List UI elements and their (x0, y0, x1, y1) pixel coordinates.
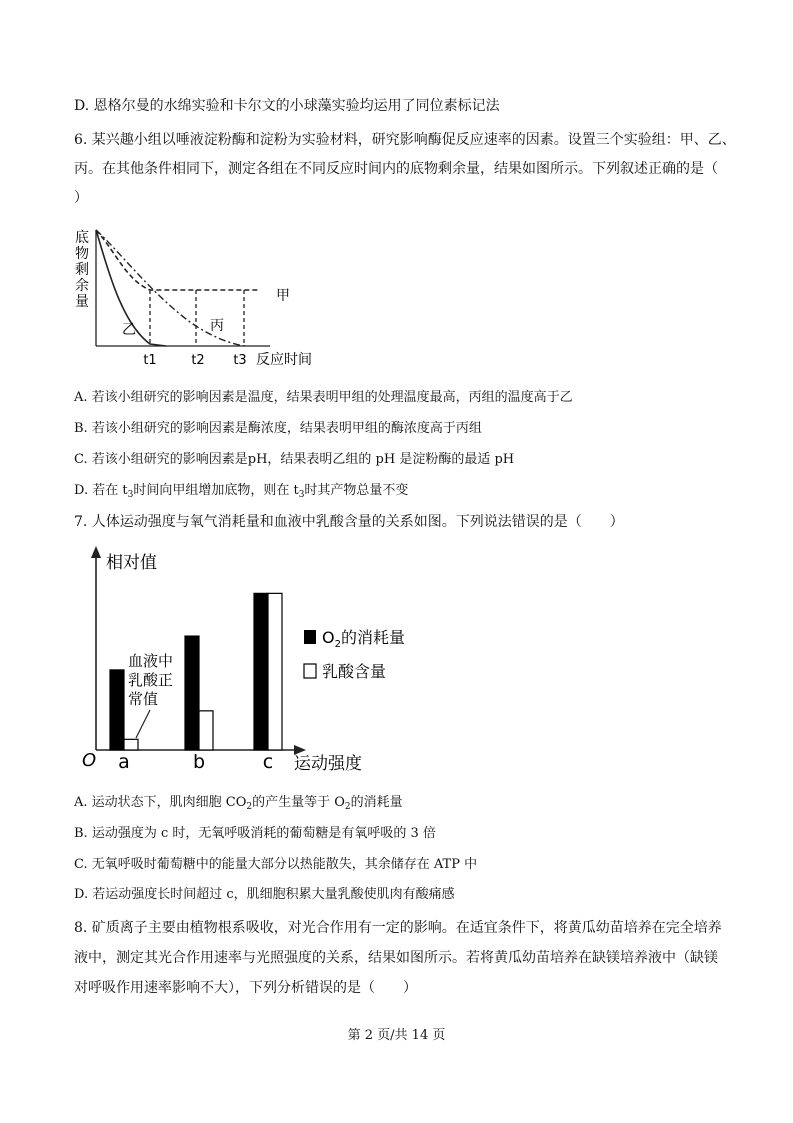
q6-option-d-text: 时间向甲组增加底物，则在 t (133, 483, 299, 498)
q7-option-c: C. 无氧呼吸时葡萄糖中的能量大部分以热能散失，其余储存在 ATP 中 (74, 857, 478, 872)
q6-option-a: A. 若该小组研究的影响因素是温度，结果表明甲组的处理温度最高，丙组的温度高于乙 (74, 390, 573, 405)
q6-ylabel-char: 物 (75, 246, 89, 262)
q7-annotation (128, 652, 173, 738)
q7-annotation-line: 乳酸正 (128, 671, 174, 689)
q7-option-a-text: A. 运动状态下，肌肉细胞 CO (74, 795, 247, 810)
q7-bar-o2-a (110, 670, 124, 750)
q6-ylabel-char: 量 (75, 294, 89, 310)
q6-xlabel: 反应时间 (256, 352, 312, 368)
q7-bar-o2-c (254, 593, 268, 750)
q7-xlabel: 运动强度 (294, 754, 362, 774)
q7-bar-chart (78, 542, 438, 778)
q6-option-d (74, 482, 408, 504)
q7-tick-c: c (262, 751, 274, 773)
q7-ylabel: 相对值 (106, 553, 157, 573)
q6-stem-line3: ） (74, 190, 88, 206)
q7-annotation-line: 血液中 (128, 652, 174, 670)
q7-option-b: B. 运动强度为 c 时，无氧呼吸消耗的葡萄糖是有氧呼吸的 3 倍 (74, 826, 436, 841)
q7-option-a-sub: 2 (246, 802, 253, 812)
q6-label-jia: 甲 (276, 288, 290, 304)
q7-legend-lactate: 乳酸含量 (322, 662, 387, 681)
q7-legend-swatch-lactate (304, 664, 316, 678)
q6-stem-line2: 丙。在其他条件相同下，测定各组在不同反应时间内的底物剩余量，结果如图所示。下列叙述正确的是（ (74, 161, 718, 177)
q6-tick-t2: t2 (191, 353, 205, 368)
q6-ylabel-char: 剩 (75, 262, 89, 278)
q7-tick-a: a (118, 751, 130, 773)
q7-option-a (74, 794, 403, 816)
q7-option-a-text: 的消耗量 (350, 795, 403, 810)
q6-stem-line1: 6. 某兴趣小组以唾液淀粉酶和淀粉为实验材料，研究影响酶促反应速率的因素。设置三个实验组：甲、乙、 (74, 132, 736, 148)
q6-option-b: B. 若该小组研究的影响因素是酶浓度，结果表明甲组的酶浓度高于丙组 (74, 421, 482, 436)
q7-tick-b: b (192, 751, 206, 773)
q7-annotation-line: 常值 (128, 690, 159, 708)
q7-legend-swatch-o2 (304, 630, 316, 644)
q5-option-d: D. 恩格尔曼的水绵实验和卡尔文的小球藻实验均运用了同位素标记法 (74, 98, 500, 114)
page-footer: 第 2 页/共 14 页 (347, 1028, 446, 1043)
q6-tick-t3: t3 (233, 353, 247, 368)
q7-origin: O (82, 750, 97, 771)
q6-option-c: C. 若该小组研究的影响因素是pH，结果表明乙组的 pH 是淀粉酶的最适 pH (74, 452, 515, 467)
q7-option-a-sub: 2 (344, 802, 351, 812)
q6-ylabel-char: 底 (75, 230, 89, 246)
q6-option-d-text: 时其产物总量不变 (304, 483, 409, 498)
q7-stem: 7. 人体运动强度与氧气消耗量和血液中乳酸含量的关系如图。下列说法错误的是（ ） (74, 514, 624, 530)
q7-bar-lactate-c (268, 593, 282, 750)
q6-substrate-curve-figure (70, 222, 340, 372)
q6-ylabel-char: 余 (75, 278, 89, 294)
q7-y-arrow (91, 546, 101, 558)
q8-stem-line2: 液中，测定其光合作用速率与光照强度的关系，结果如图所示。若将黄瓜幼苗培养在缺镁培养液中（缺镁 (74, 950, 718, 966)
q6-label-bing: 丙 (210, 318, 224, 334)
q7-bar-lactate-b (199, 711, 213, 750)
q6-option-d-sub: 3 (127, 490, 134, 500)
q6-curve-jia (96, 230, 260, 290)
q7-option-d: D. 若运动强度长时间超过 c，肌细胞积累大量乳酸使肌肉有酸痛感 (74, 887, 455, 902)
q7-legend (304, 628, 405, 681)
q6-tick-t1: t1 (143, 353, 157, 368)
q6-option-d-text: D. 若在 t (74, 483, 128, 498)
q6-label-yi: 乙 (122, 322, 136, 338)
q8-stem-line1: 8. 矿质离子主要由植物根系吸收，对光合作用有一定的影响。在适宜条件下，将黄瓜幼苗培养在完全培养 (74, 920, 722, 936)
q7-option-a-text: 的产生量等于 O (252, 795, 345, 810)
q8-stem-line3: 对呼吸作用速率影响不大），下列分析错误的是（ ） (74, 980, 417, 996)
q7-legend-o2: $O_2$的消耗量 (322, 628, 405, 650)
q7-bar-o2-b (185, 636, 199, 750)
q6-option-d-sub: 3 (298, 490, 305, 500)
q7-bar-lactate-a (124, 739, 138, 750)
q7-annotation-pointer (136, 710, 150, 738)
